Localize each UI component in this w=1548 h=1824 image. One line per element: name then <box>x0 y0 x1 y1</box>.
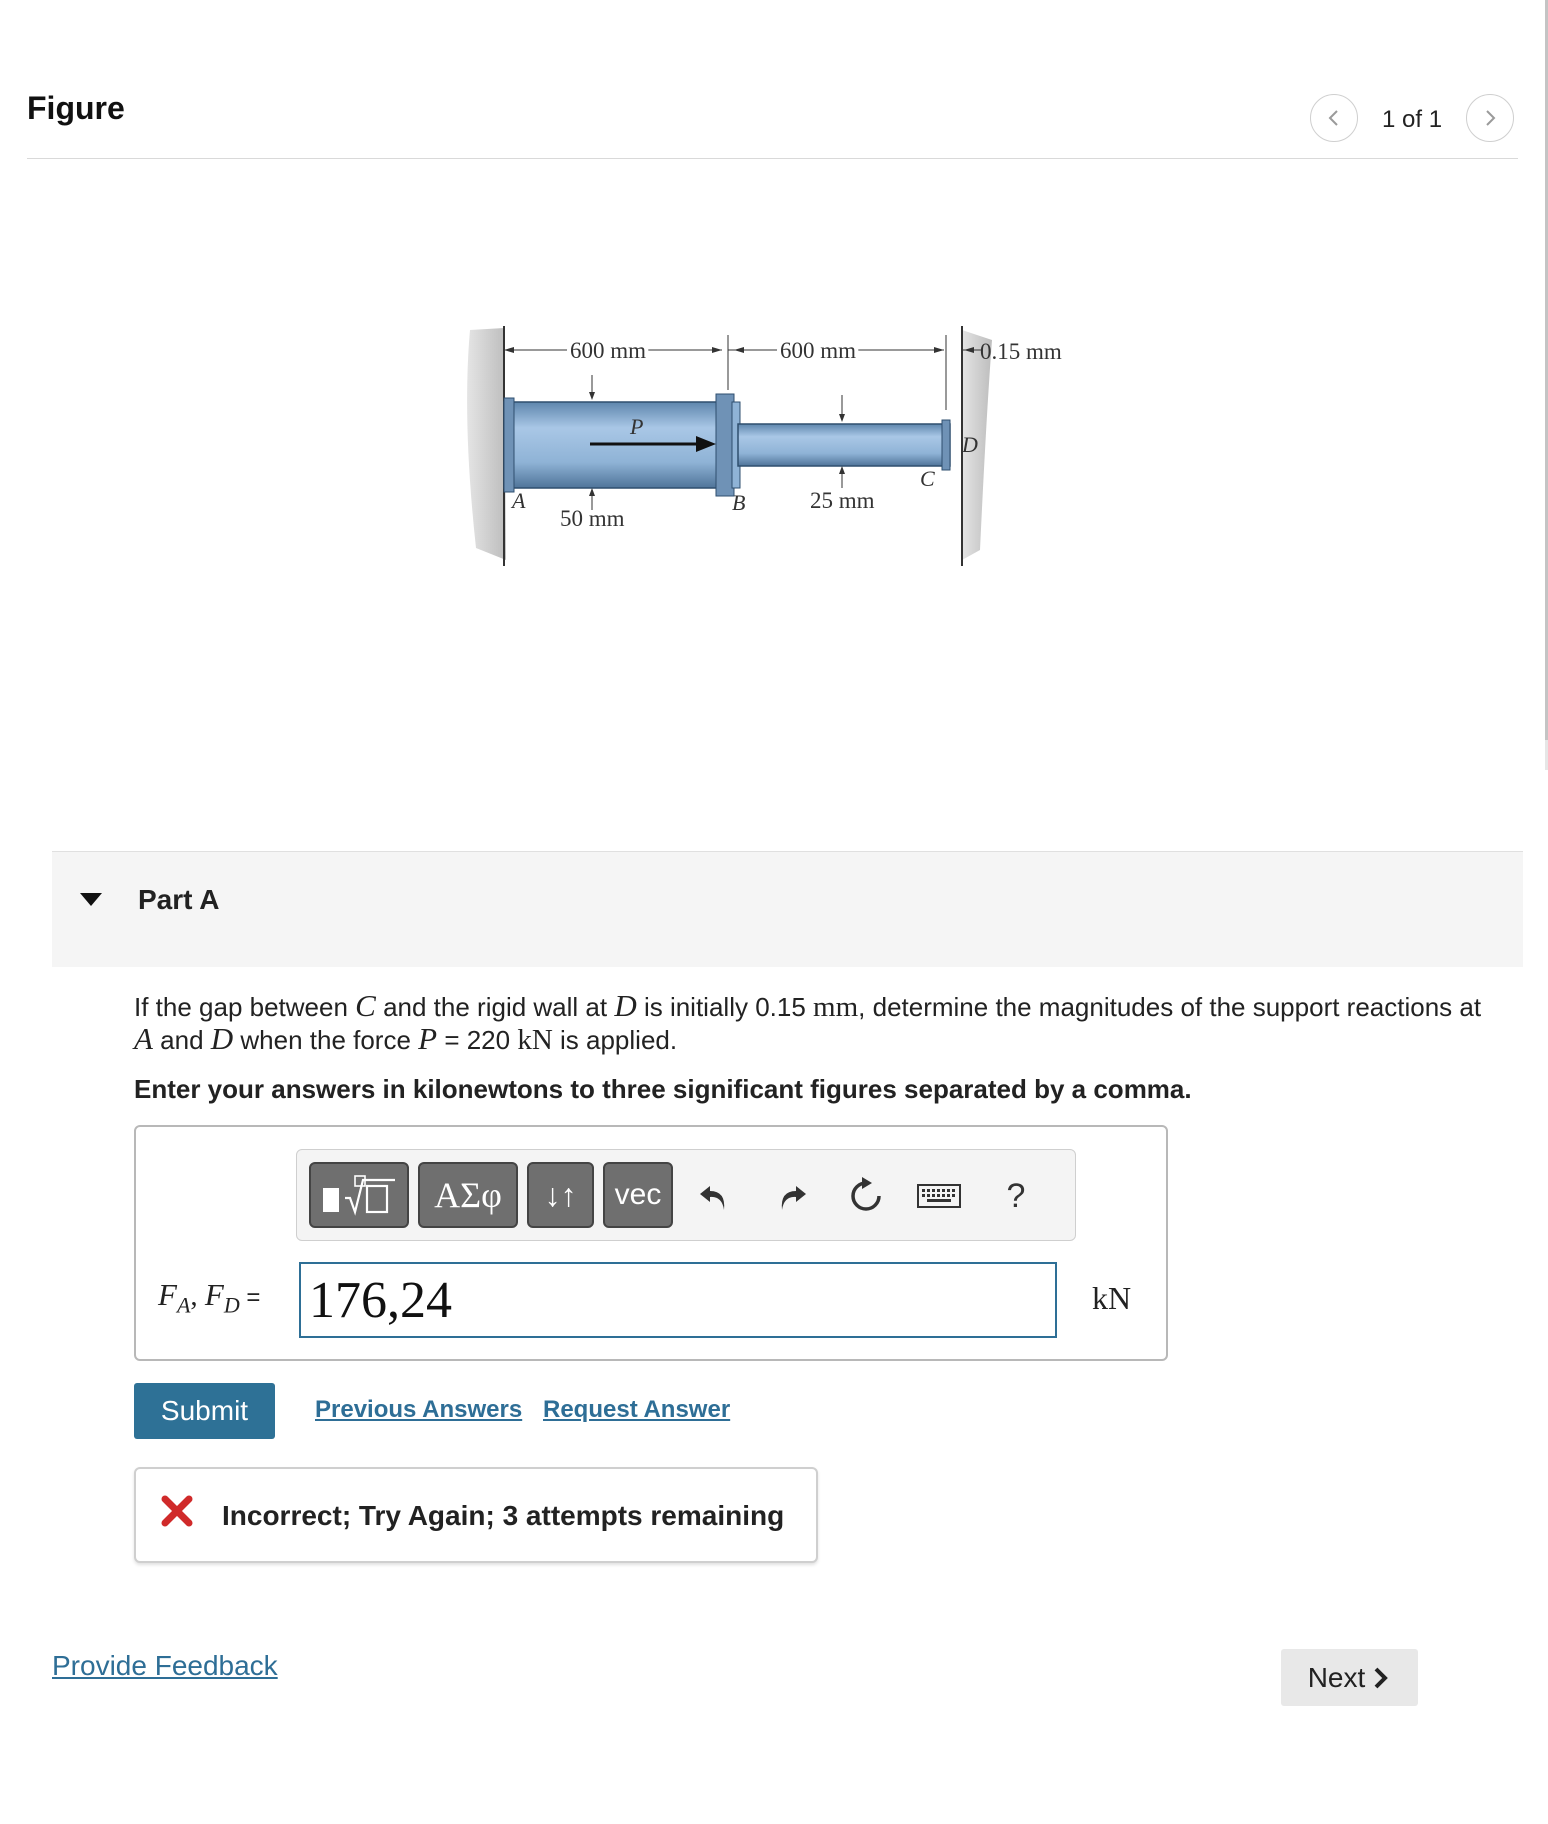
figure-diagram <box>0 300 1548 620</box>
dim-gap: 0.15 mm <box>980 339 1062 364</box>
undo-button[interactable] <box>686 1168 742 1224</box>
answer-input[interactable] <box>299 1262 1057 1338</box>
help-button[interactable]: ? <box>1006 1176 1026 1215</box>
part-a-header[interactable] <box>52 851 1523 967</box>
instruction-text: Enter your answers in kilonewtons to three significant figures separated by a comma. <box>134 1074 1192 1104</box>
left-wall <box>467 328 506 560</box>
provide-feedback-link[interactable]: Provide Feedback <box>52 1650 278 1681</box>
keyboard-icon <box>917 1182 961 1210</box>
redo-button[interactable] <box>764 1168 820 1224</box>
label-a: A <box>512 488 526 513</box>
label-b: B <box>732 490 746 515</box>
label-d: D <box>962 432 978 457</box>
dia-ab: 50 mm <box>560 506 625 531</box>
chevron-right-icon <box>1371 1666 1391 1690</box>
caret-down-icon[interactable] <box>80 893 102 907</box>
dim-ab: 600 mm <box>570 338 647 363</box>
chevron-left-icon <box>1324 108 1344 128</box>
request-answer-link[interactable]: Request Answer <box>543 1396 731 1423</box>
part-a-label: Part A <box>138 884 220 915</box>
incorrect-x-icon <box>160 1494 194 1528</box>
question-text: If the gap between C and the rigid wall at D is initially 0.15 mm, determine the magnitudes of the support reactions at A and D when the force P = 220 kN is applied. <box>134 988 1482 1056</box>
answer-variable-label: $F_A$, $F_D$ = <box>158 1277 261 1318</box>
pager-text: 1 of 1 <box>1382 106 1443 133</box>
reset-icon <box>846 1176 886 1216</box>
next-label: Next <box>1307 1661 1366 1693</box>
dim-bc: 600 mm <box>780 338 857 363</box>
pager-next-button[interactable] <box>1466 94 1514 142</box>
previous-answers-link[interactable]: Previous Answers <box>315 1396 523 1423</box>
vec-button[interactable]: vec <box>603 1162 673 1228</box>
undo-icon <box>696 1178 732 1214</box>
feedback-text: Incorrect; Try Again; 3 attempts remaining <box>222 1500 785 1531</box>
label-c: C <box>920 466 935 491</box>
keyboard-button[interactable] <box>911 1168 967 1224</box>
rod-bc <box>738 424 950 466</box>
coupling-b <box>716 394 734 496</box>
figure-divider <box>27 158 1518 159</box>
greek-symbols-button[interactable]: ΑΣφ <box>418 1162 518 1228</box>
submit-button[interactable]: Submit <box>134 1383 275 1439</box>
templates-button[interactable] <box>309 1162 409 1228</box>
chevron-right-icon <box>1480 108 1500 128</box>
figure-title: Figure <box>27 90 125 126</box>
templates-icon <box>319 1172 399 1218</box>
dia-bc: 25 mm <box>810 488 875 513</box>
next-button[interactable] <box>1281 1649 1418 1706</box>
unit-label: kN <box>1092 1280 1132 1316</box>
reset-button[interactable] <box>838 1168 894 1224</box>
label-p: P <box>630 414 644 439</box>
pager-prev-button[interactable] <box>1310 94 1358 142</box>
redo-icon <box>774 1178 810 1214</box>
arrows-button[interactable]: ↓↑ <box>527 1162 594 1228</box>
